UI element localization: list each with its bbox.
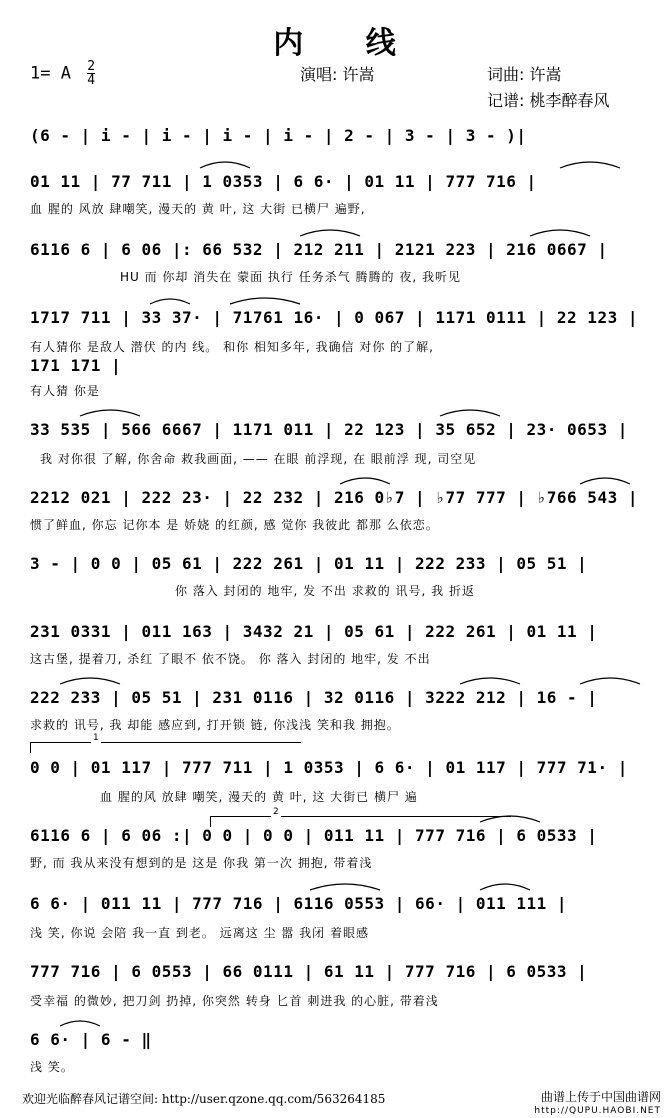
score-row-14-notes: 777 716 | 6 0553 | 66 0111 | 61 11 | 777 716 | 6 0533 | [30,962,588,981]
score-row-11-notes: 0 0 | 01 117 | 777 711 | 1 0353 | 6 6· | 01 117 | 777 71· | [30,758,628,777]
score-row-3-notes: 6116 6 | 6 06 |: 66 532 | 212 211 | 2121 223 | 216 0667 | [30,240,608,259]
score-row-4-notes: 1717 711 | 33 37· | 71761 16· | 0 067 | 1171 0111 | 22 123 | [30,308,638,327]
score-row-12-notes: 6116 6 | 6 06 :| 0 0 | 0 0 | 011 11 | 777 716 | 6 0533 | [30,826,598,845]
score-row-6-notes: 33 535 | 566 6667 | 1171 011 | 22 123 | 35 652 | 23· 0653 | [30,420,628,439]
slur [60,1021,100,1026]
time-denominator: 4 [87,73,96,88]
slur [60,678,120,684]
score-row-2-lyrics: 血 腥的 风放 肆嘲笑, 漫天的 黄 叶, 这 大街 已横尸 遍野, [30,202,366,216]
score-row-15-notes: 6 6· | 6 - ‖ [30,1030,152,1049]
slur [580,678,640,684]
slur [460,678,520,684]
watermark-line-2: http://QUPU.HAOBI.NET [534,1106,661,1116]
time-numerator: 2 [87,59,96,74]
score-row-8-notes: 3 - | 0 0 | 05 61 | 222 261 | 01 11 | 222 233 | 05 51 | [30,554,588,573]
slur [310,884,380,890]
slur [440,410,500,416]
slur [580,478,630,484]
score-row-3-lyrics: HU 而 你却 消失在 蒙面 执行 任务杀气 腾腾的 夜, 我听见 [120,270,461,284]
page-title: 内 线 [273,26,422,61]
score-row-9-notes: 231 0331 | 011 163 | 3432 21 | 05 61 | 222 261 | 01 11 | [30,622,598,641]
score-row-7-lyrics: 惯了鲜血, 你忘 记你本 是 娇娆 的红颜, 感 觉你 我彼此 都那 么依恋。 [30,518,439,532]
score-row-9-lyrics: 这古堡, 提着刀, 杀红 了眼不 依不饶。 你 落入 封闭的 地牢, 发 不出 [30,652,431,666]
slur [560,162,620,168]
slur [480,884,530,890]
site-watermark [534,1090,661,1118]
score-row-11-lyrics: 血 腥的风 放肆 嘲笑, 漫天的 黄 叶, 这 大街已 横尸 遍 [100,790,418,804]
slur [200,162,250,168]
score-row-13-notes: 6 6· | 011 11 | 777 716 | 6116 0553 | 66· | 011 111 | [30,894,568,913]
slur [340,478,390,484]
score-row-5-notes: 171 171 | [30,356,122,375]
transcriber-credit: 记谱: 桃李醉春风 [487,91,610,110]
singer-credit: 演唱: 许嵩 [300,65,375,84]
volta-1-label: 1 [93,733,99,743]
score-row-7-notes: 2212 021 | 222 23· | 22 232 | 216 0♭7 | ♭77 777 | ♭766 543 | [30,488,638,507]
score-row-5-lyrics: 有人猜 你是 [30,384,100,398]
slur [150,299,190,304]
key-label: 1= A [30,63,71,84]
score-row-8-lyrics: 你 落入 封闭的 地牢, 发 不出 求救的 讯号, 我 折返 [175,584,475,598]
score-row-6-lyrics: 我 对你很 了解, 你舍命 救我画面, —— 在眼 前浮现, 在 眼前浮 现, 司空见 [40,452,477,466]
slur [230,298,300,304]
volta-2-label: 2 [273,807,279,817]
slur [480,816,540,822]
score-row-13-lyrics: 浅 笑, 你说 会陪 我一直 到老。 远离这 尘 嚣 我闭 着眼感 [30,926,369,940]
score-row-12-lyrics: 野, 而 我从来没有想到的是 这是 你我 第一次 拥抱, 带着浅 [30,856,373,870]
score-row-15-lyrics: 浅 笑。 [30,1060,74,1074]
slur [80,410,140,416]
footer-text: 欢迎光临醉春风记谱空间: http://user.qzone.qq.com/563264185 [22,1092,386,1106]
slur [300,230,360,236]
score-row-1-notes: (6 - | i - | i - | i - | i - | 2 - | 3 - | 3 - )| [30,126,527,145]
score-row-10-notes: 222 233 | 05 51 | 231 0116 | 32 0116 | 3222 212 | 16 - | [30,688,598,707]
score-row-10-lyrics: 求救的 讯号, 我 却能 感应到, 打开锁 链, 你浅浅 笑和我 拥抱。 [30,718,400,732]
composer-credit: 词曲: 许嵩 [487,65,562,84]
slur [530,230,590,236]
score-row-4-lyrics: 有人猜你 是敌人 潜伏 的内 线。 和你 相知多年, 我确信 对你 的了解, [30,340,434,354]
score-row-14-lyrics: 受幸福 的微妙, 把刀剑 扔掉, 你突然 转身 匕首 刺进我 的心脏, 带着浅 [30,994,439,1008]
score-row-2-notes: 01 11 | 77 711 | 1 0353 | 6 6· | 01 11 | 777 716 | [30,172,537,191]
watermark-line-1: 曲谱上传于中国曲谱网 [540,1090,661,1104]
